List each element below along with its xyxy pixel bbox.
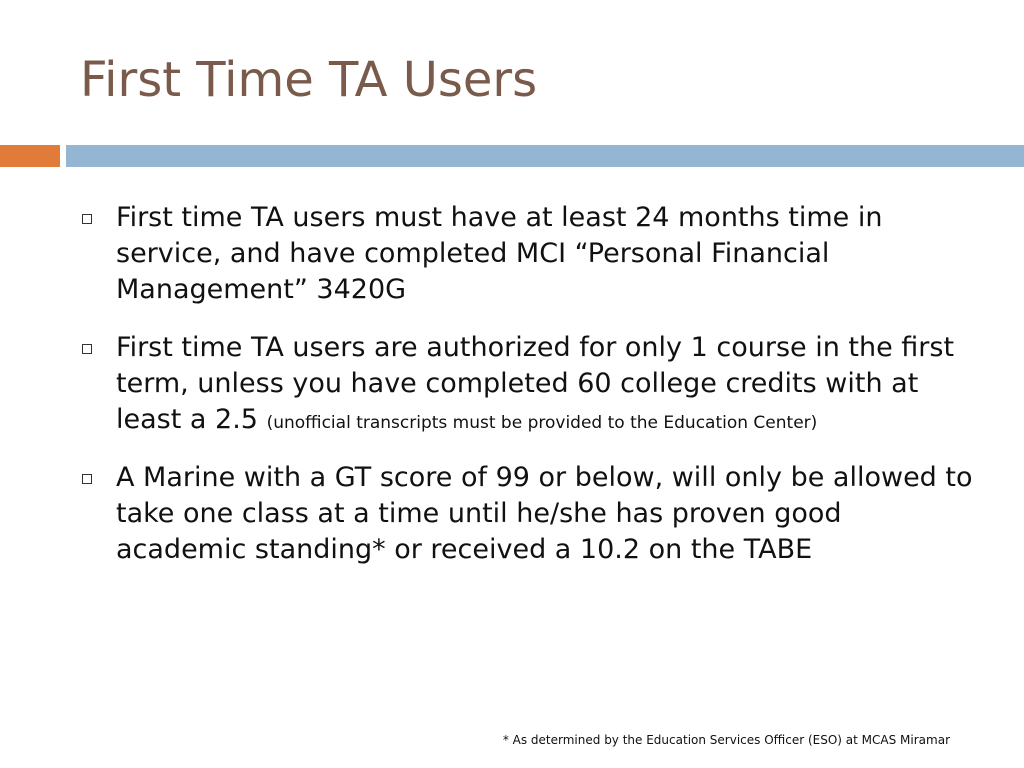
bullet-list: [80, 200, 980, 590]
bullet-item: [80, 200, 980, 308]
accent-bar-orange: [0, 145, 60, 167]
square-bullet-icon: [82, 214, 92, 224]
bullet-text: A Marine with a GT score of 99 or below, will only be allowed to take one class at a time until he/she has proven good academic standing* or received a 10.2 on the TABE: [116, 462, 973, 565]
bullet-text: First time TA users must have at least 24 months time in service, and have completed MCI “Personal Financial Management” 3420G: [116, 202, 883, 305]
bullet-item: [80, 330, 980, 438]
accent-bar-blue: [66, 145, 1024, 167]
square-bullet-icon: [82, 344, 92, 354]
bullet-note: (unofficial transcripts must be provided to the Education Center): [266, 413, 818, 433]
bullet-text: First time TA users are authorized for only 1 course in the first term, unless you have completed 60 college credits with at least a 2.5: [116, 332, 955, 435]
bullet-item: [80, 460, 980, 568]
footnote: * As determined by the Education Services Officer (ESO) at MCAS Miramar: [502, 733, 950, 747]
slide-title: First Time TA Users: [80, 52, 538, 108]
square-bullet-icon: [82, 474, 92, 484]
